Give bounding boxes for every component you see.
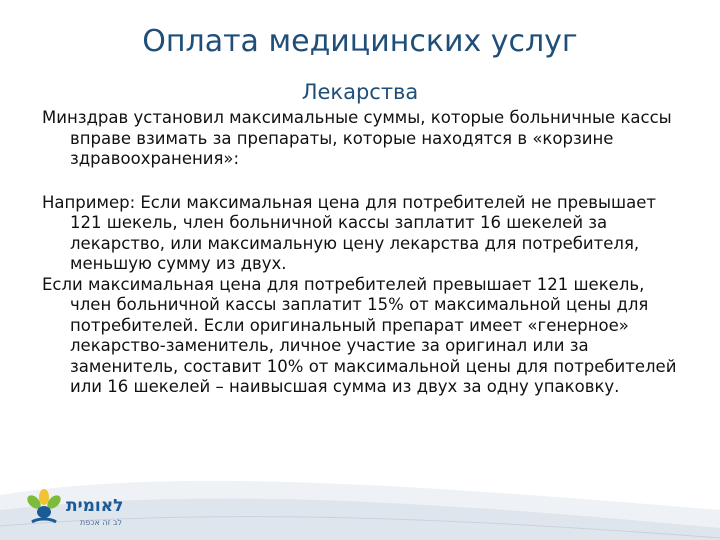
body-paragraph-example: Например: Если максимальная цена для потребителей не превышает 121 шекель, член больничной кассы заплатит 16 шекелей за лекарство, или максимальную цену лекарства для потребителя, меньшую сумму из двух. <box>42 192 657 273</box>
logo-tagline: לב זה אכפת <box>80 518 123 527</box>
flower-logo-icon <box>24 488 64 528</box>
slide-subtitle: Лекарства <box>301 80 419 104</box>
body-paragraph-over-121: Если максимальная цена для потребителей превышает 121 шекель, член больничной кассы заплатит 15% от максимальной цены для потребителей. Если оригинальный препарат имеет «генерное» лекарство-заменитель, личное участие за оригинал или за заменитель, составит 10% от максимальной цены для потребителей или 16 шекелей – наивысшая сумма из двух за одну упаковку. <box>42 274 677 396</box>
slide-body <box>42 108 682 398</box>
slide-title: Оплата медицинских услуг <box>142 24 578 59</box>
leumit-logo <box>20 486 150 532</box>
body-paragraph-intro: Минздрав установил максимальные суммы, которые больничные кассы вправе взимать за препараты, которые находятся в «корзине здравоохранения»: <box>42 108 672 168</box>
logo-wordmark: לאומית <box>66 496 124 516</box>
